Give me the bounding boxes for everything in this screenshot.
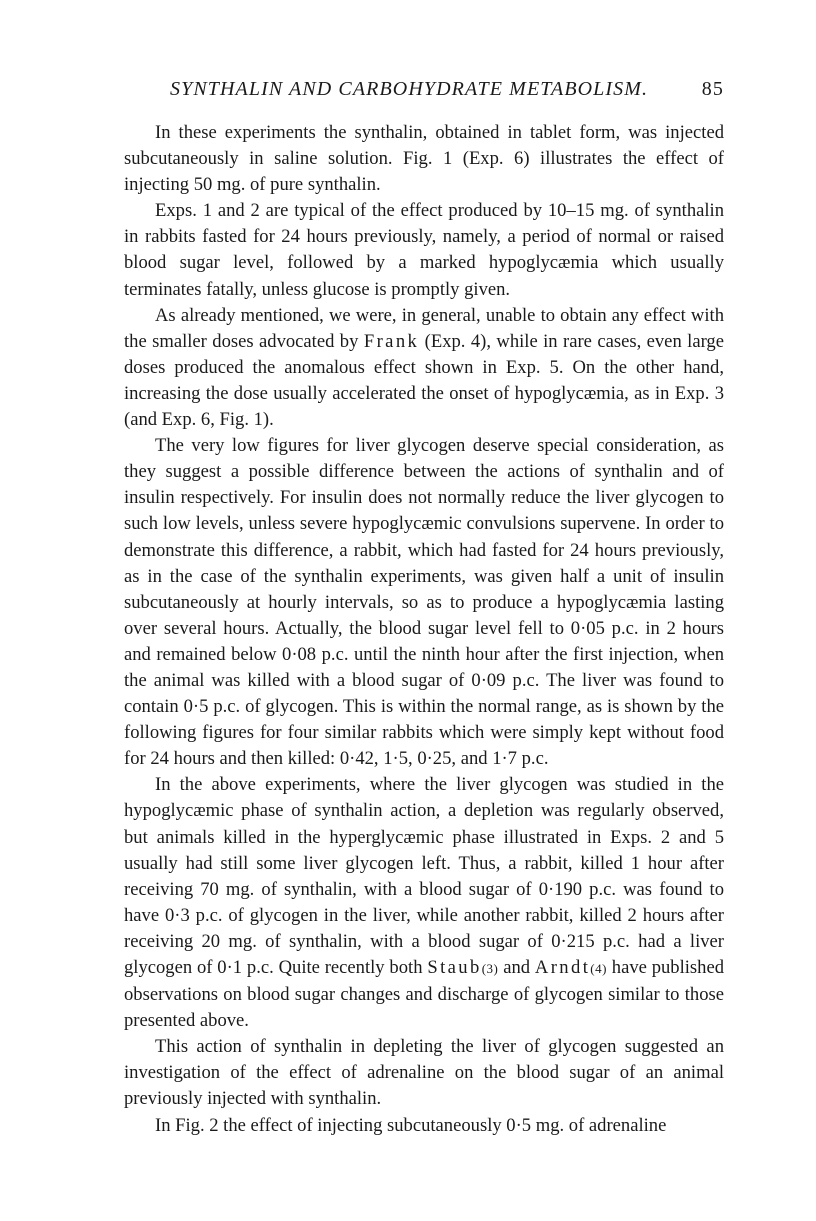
paragraph-6: This action of synthalin in depleting the liver of glycogen suggested an investigation of the effect of adrenaline on the blood sugar of an animal previously injected with synthalin. — [124, 1036, 724, 1110]
paragraph-5-text-mid: and — [498, 957, 535, 978]
running-head-title: SYNTHALIN AND CARBOHYDRATE METABOLISM. — [170, 78, 649, 100]
paragraph-3-text-before: As already mentioned, we were, in general, unable to obtain any effect with the smaller doses advocated by — [124, 304, 724, 352]
article-body — [124, 120, 724, 1139]
running-head — [124, 78, 724, 108]
reference-marker-4: (4) — [590, 961, 607, 976]
page-number: 85 — [701, 78, 724, 100]
paragraph-5 — [124, 772, 724, 1034]
paragraph-2: Exps. 1 and 2 are typical of the effect produced by 10–15 mg. of synthalin in rabbits fasted for 24 hours previously, namely, a period of normal or raised blood sugar level, followed by a marked hypoglycæmia which usually terminates fatally, unless glucose is promptly given. — [124, 200, 724, 300]
paragraph-3 — [124, 303, 724, 433]
paragraph-3-text-after: (Exp. 4), while in rare cases, even large doses produced the anomalous effect shown in Exp. 5. On the other hand, increasing the dose usually accelerated the onset of hypoglycæmia, as in Exp. 3 (and Exp. 6, Fig. 1). — [124, 330, 724, 431]
paragraph-5-text-after: have published observations on blood sugar changes and discharge of glycogen similar to those presented above. — [124, 957, 724, 1032]
reference-marker-3: (3) — [481, 961, 499, 976]
paragraph-7: In Fig. 2 the effect of injecting subcutaneously 0·5 mg. of adrenaline — [155, 1114, 667, 1136]
paragraph-1: In these experiments the synthalin, obtained in tablet form, was injected subcutaneously in saline solution. Fig. 1 (Exp. 6) illustrates the effect of injecting 50 mg. of pure synthalin. — [124, 122, 724, 196]
author-name-frank: Frank — [363, 330, 420, 352]
paragraph-5-text-before: In the above experiments, where the liver glycogen was studied in the hypoglycæmic phase of synthalin action, a depletion was regularly observed, but animals killed in the hyperglycæmic phase illustrated in Exps. 2 and 5 usually had still some liver glycogen left. Thus, a rabbit, killed 1 hour after receiving 70 mg. of synthalin, with a blood sugar of 0·190 p.c. was found to have 0·3 p.c. of glycogen in the liver, while another rabbit, killed 2 hours after receiving 20 mg. of synthalin, with a blood sugar of 0·215 p.c. had a liver glycogen of 0·1 p.c. Quite recently both — [124, 774, 724, 978]
author-name-staub: Staub — [427, 957, 482, 978]
author-name-arndt: Arndt — [534, 957, 591, 978]
paragraph-4: The very low figures for liver glycogen deserve special consideration, as they suggest a possible difference between the actions of synthalin and of insulin respectively. For insulin does not normally reduce the liver glycogen to such low levels, unless severe hypoglycæmic convulsions supervene. In order to demonstrate this difference, a rabbit, which had fasted for 24 hours previously, as in the case of the synthalin experiments, was given half a unit of insulin subcutaneously at hourly intervals, so as to produce a hypoglycæmia lasting over several hours. Actually, the blood sugar level fell to 0·05 p.c. in 2 hours and remained below 0·08 p.c. until the ninth hour after the first injection, when the animal was killed with a blood sugar of 0·09 p.c. The liver was found to contain 0·5 p.c. of glycogen. This is within the normal range, as is shown by the following figures for four similar rabbits which were simply kept without food for 24 hours and then killed: 0·42, 1·5, 0·25, and 1·7 p.c. — [124, 435, 724, 770]
